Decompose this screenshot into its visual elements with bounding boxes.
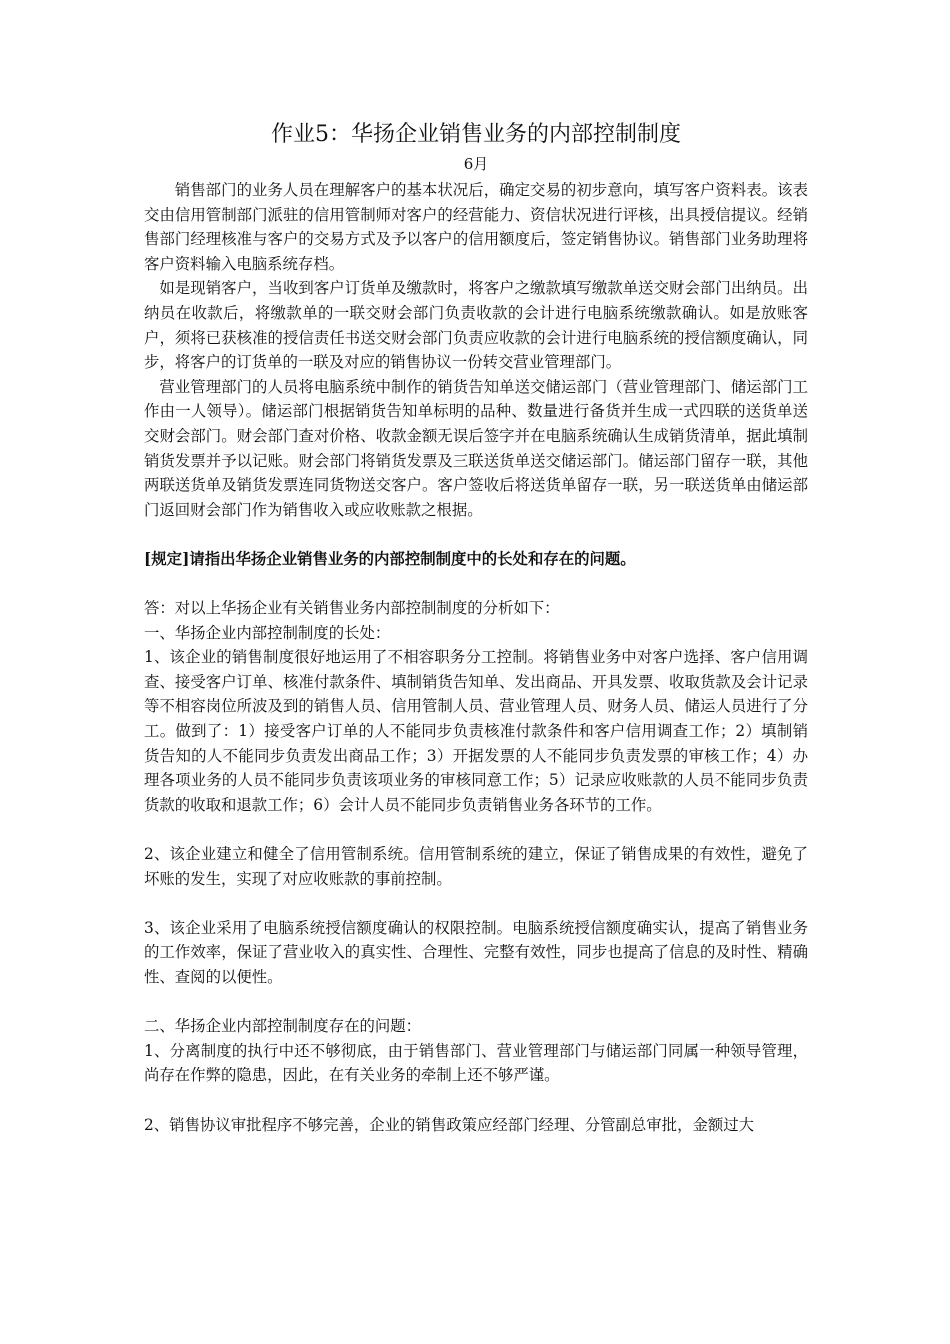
- spacer: [144, 572, 808, 597]
- problem-item: 2、销售协议审批程序不够完善，企业的销售政策应经部门经理、分管副总审批，金额过大: [144, 1115, 755, 1134]
- spacer: [144, 817, 808, 842]
- section-heading-problems: 二、华扬企业内部控制制度存在的问题：: [144, 1017, 422, 1036]
- document-page: [144, 118, 808, 1137]
- question-text: [规定]请指出华扬企业销售业务的内部控制制度中的长处和存在的问题。: [144, 549, 636, 568]
- problem-item: 1、分离制度的执行中还不够彻底，由于销售部门、营业管理部门与储运部门同属一种领导管理，尚存在作弊的隐患，因此，在有关业务的牵制上还不够严谨。: [144, 1041, 808, 1085]
- answer-intro: 答：对以上华扬企业有关销售业务内部控制制度的分析如下：: [144, 599, 560, 618]
- strength-item: 3、该企业采用了电脑系统授信额度确认的权限控制。电脑系统授信额度确实认，提高了销售业务的工作效率，保证了营业收入的真实性、合理性、完整有效性，同步也提高了信息的及时性、精确性、查阅的以便性。: [144, 918, 808, 986]
- intro-paragraph: 如是现销客户，当收到客户订货单及缴款时，将客户之缴款填写缴款单送交财会部门出纳员。出纳员在收款后，将缴款单的一联交财会部门负责收款的会计进行电脑系统缴款确认。如是放账客户，须将已获核准的授信责任书送交财会部门负责应收款的会计进行电脑系统的授信额度确认，同步，将客户的订货单的一联及对应的销售协议一份转交营业管理部门。: [144, 279, 808, 372]
- spacer: [144, 522, 808, 547]
- strength-item: 2、该企业建立和健全了信用管制系统。信用管制系统的建立，保证了销售成果的有效性，避免了坏账的发生，实现了对应收账款的事前控制。: [144, 845, 808, 888]
- document-title: 作业5：华扬企业销售业务的内部控制制度: [271, 122, 681, 147]
- intro-paragraph: 销售部门的业务人员在理解客户的基本状况后，确定交易的初步意向，填写客户资料表。该表交由信用管制部门派驻的信用管制师对客户的经营能力、资信状况进行评核，出具授信提议。经销售部门经理核准与客户的交易方式及予以客户的信用额度后，签定销售协议。销售部门业务助理将客户资料输入电脑系统存档。: [144, 181, 808, 273]
- intro-paragraph: 营业管理部门的人员将电脑系统中制作的销货告知单送交储运部门（营业管理部门、储运部门工作由一人领导）。储运部门根据销货告知单标明的品种、数量进行备货并生成一式四联的送货单送交财会部门。财会部门查对价格、收款金额无误后签字并在电脑系统确认生成销货清单，据此填制销货发票并予以记账。财会部门将销货发票及三联送货单送交储运部门。储运部门留存一联，其他两联送货单及销货发票连同货物送交客户。客户签收后将送货单留存一联，另一联送货单由储运部门返回财会部门作为销售收入或应收账款之根据。: [144, 377, 808, 519]
- spacer: [144, 990, 808, 1015]
- document-month: 6月: [463, 155, 489, 173]
- spacer: [144, 1088, 808, 1113]
- section-heading-strengths: 一、华扬企业内部控制制度的长处：: [144, 623, 391, 642]
- spacer: [144, 891, 808, 916]
- strength-item: 1、该企业的销售制度很好地运用了不相容职务分工控制。将销售业务中对客户选择、客户信用调查、接受客户订单、核准付款条件、填制销货告知单、发出商品、开具发票、收取货款及会计记录等不相容岗位所波及到的销售人员、信用管制人员、营业管理人员、财务人员、储运人员进行了分工。做到了：1）接受客户订单的人不能同步负责核准付款条件和客户信用调查工作；2）填制销货告知的人不能同步负责发出商品工作；3）开据发票的人不能同步负责发票的审核工作；4）办理各项业务的人员不能同步负责该项业务的审核同意工作；5）记录应收账款的人员不能同步负责货款的收取和退款工作；6）会计人员不能同步负责销售业务各环节的工作。: [144, 648, 808, 814]
